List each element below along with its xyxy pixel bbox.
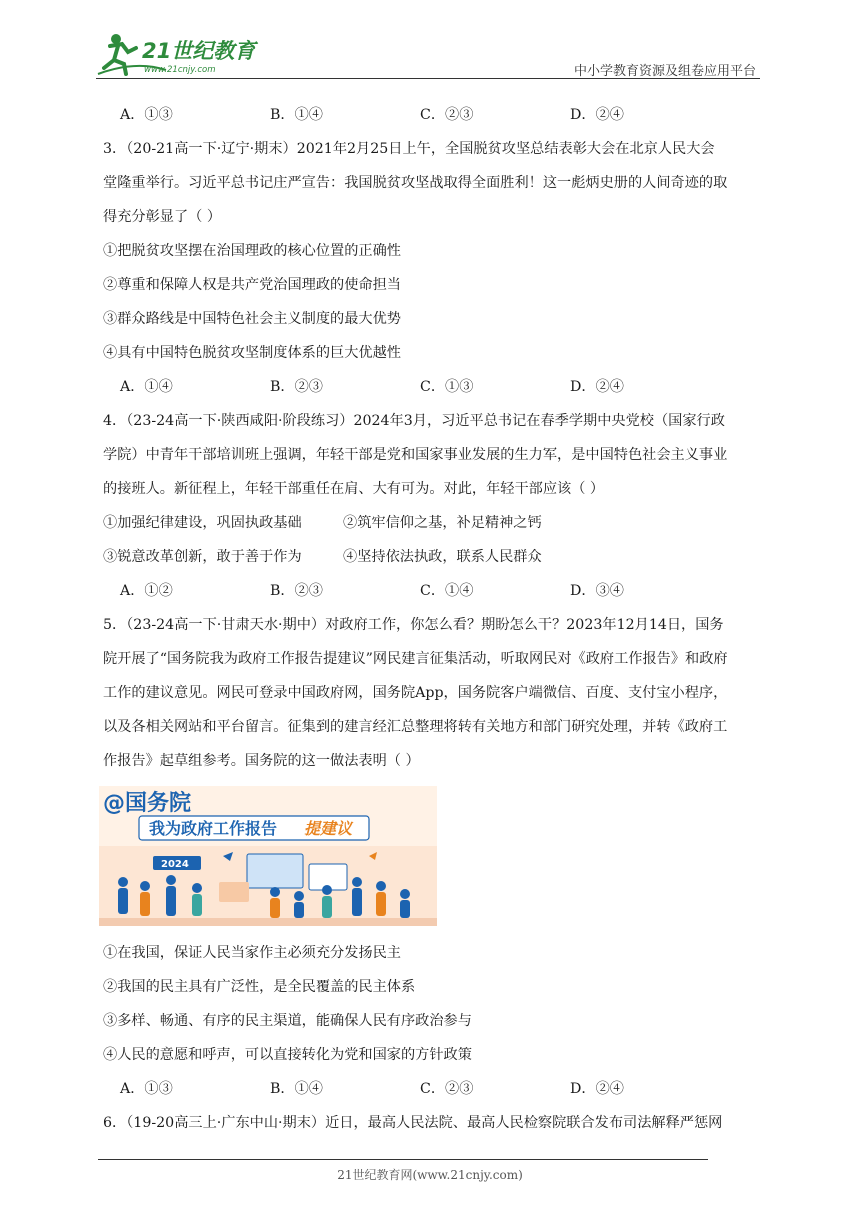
svg-text:我为政府工作报告: 我为政府工作报告	[149, 819, 278, 838]
option-c: C．②③	[420, 1081, 474, 1097]
q5-illustration	[99, 786, 437, 926]
option-b: B．②③	[270, 583, 323, 599]
q4-statements-row-2	[103, 540, 763, 574]
q3-statement-3: ③群众路线是中国特色社会主义制度的最大优势	[103, 311, 401, 327]
option-c: C．①③	[420, 379, 474, 395]
q5-stem-line-1: 5．（23-24高一下·甘肃天水·期中）对政府工作，你怎么看？期盼怎么干？2023年12月14日，国务	[103, 617, 724, 633]
q3-statement-1: ①把脱贫攻坚摆在治国理政的核心位置的正确性	[103, 243, 401, 259]
q3-stem-line-2: 堂隆重举行。习近平总书记庄严宣告：我国脱贫攻坚战取得全面胜利！这一彪炳史册的人间奇迹的取	[103, 175, 728, 191]
q4-stem-line-1: 4．（23-24高一下·陕西咸阳·阶段练习）2024年3月，习近平总书记在春季学期中央党校（国家行政	[103, 413, 725, 429]
q4-options	[103, 574, 763, 608]
logo-21cnjy	[96, 30, 266, 78]
q5-statement-2: ②我国的民主具有广泛性，是全民覆盖的民主体系	[103, 979, 416, 995]
q5-statement-3: ③多样、畅通、有序的民主渠道，能确保人民有序政治参与	[103, 1013, 472, 1029]
q5-stem-line-5: 作报告》起草组参考。国务院的这一做法表明（ ）	[103, 753, 420, 769]
option-a: A．①③	[120, 1081, 173, 1097]
question-content	[103, 98, 763, 1140]
option-c: C．②③	[420, 107, 474, 123]
q4-statement-3: ③锐意改革创新，敢于善于作为	[103, 549, 302, 565]
header-rule	[96, 78, 760, 79]
q4-statement-1: ①加强纪律建设，巩固执政基础	[103, 515, 302, 531]
question-5	[103, 608, 763, 1106]
q3-statement-4: ④具有中国特色脱贫攻坚制度体系的巨大优越性	[103, 345, 401, 361]
q5-statement-1: ①在我国，保证人民当家作主必须充分发扬民主	[103, 945, 401, 961]
q3-options	[103, 370, 763, 404]
q5-statement-4: ④人民的意愿和呼声，可以直接转化为党和国家的方针政策	[103, 1047, 472, 1063]
option-b: B．①④	[270, 1081, 323, 1097]
q4-statements-row-1	[103, 506, 763, 540]
option-d: D．②④	[570, 1081, 624, 1097]
option-d: D．③④	[570, 583, 624, 599]
q5-options	[103, 1072, 763, 1106]
svg-text:www.21cnjy.com: www.21cnjy.com	[144, 65, 216, 75]
q2-options	[103, 98, 763, 132]
option-b: B．①④	[270, 107, 323, 123]
option-a: A．①④	[120, 379, 173, 395]
q5-stem-line-4: 以及各相关网站和平台留言。征集到的建言经汇总整理将转有关地方和部门研究处理，并转《政府工	[103, 719, 728, 735]
q3-stem-line-3: 得充分彰显了（ ）	[103, 209, 222, 225]
svg-text:@国务院: @国务院	[103, 791, 192, 816]
platform-name: 中小学教育资源及组卷应用平台	[573, 64, 756, 79]
q3-stem-line-1: 3．（20-21高一下·辽宁·期末）2021年2月25日上午，全国脱贫攻坚总结表彰大会在北京人民大会	[103, 141, 715, 157]
option-d: D．②④	[570, 107, 624, 123]
q5-stem-line-3: 工作的建议意见。网民可登录中国政府网，国务院App，国务院客户端微信、百度、支付宝小程序，	[103, 685, 728, 701]
question-4	[103, 404, 763, 608]
question-6	[103, 1106, 763, 1140]
option-b: B．②③	[270, 379, 323, 395]
footer-rule	[98, 1159, 708, 1160]
q4-statement-4: ④坚持依法执政，联系人民群众	[343, 549, 542, 565]
q4-stem-line-3: 的接班人。新征程上，年轻干部重任在肩、大有可为。对此，年轻干部应该（ ）	[103, 481, 605, 497]
option-c: C．①④	[420, 583, 474, 599]
svg-text:2024: 2024	[161, 859, 189, 870]
svg-text:提建议: 提建议	[304, 819, 353, 838]
option-a: A．①②	[120, 583, 173, 599]
q4-statement-2: ②筑牢信仰之基，补足精神之钙	[343, 515, 542, 531]
q4-stem-line-2: 学院）中青年干部培训班上强调，年轻干部是党和国家事业发展的生力军，是中国特色社会主义事业	[103, 447, 728, 463]
page-header	[96, 30, 766, 80]
page-footer: 21世纪教育网(www.21cnjy.com)	[337, 1168, 523, 1182]
option-a: A．①③	[120, 107, 173, 123]
q3-statement-2: ②尊重和保障人权是共产党治国理政的使命担当	[103, 277, 401, 293]
option-d: D．②④	[570, 379, 624, 395]
q6-stem-line-1: 6．（19-20高三上·广东中山·期末）近日，最高人民法院、最高人民检察院联合发布司法解释严惩网	[103, 1115, 723, 1131]
q5-stem-line-2: 院开展了“国务院我为政府工作报告提建议”网民建言征集活动，听取网民对《政府工作报告》和政府	[103, 651, 728, 667]
question-3	[103, 132, 763, 404]
svg-text:21世纪教育: 21世纪教育	[142, 39, 256, 63]
